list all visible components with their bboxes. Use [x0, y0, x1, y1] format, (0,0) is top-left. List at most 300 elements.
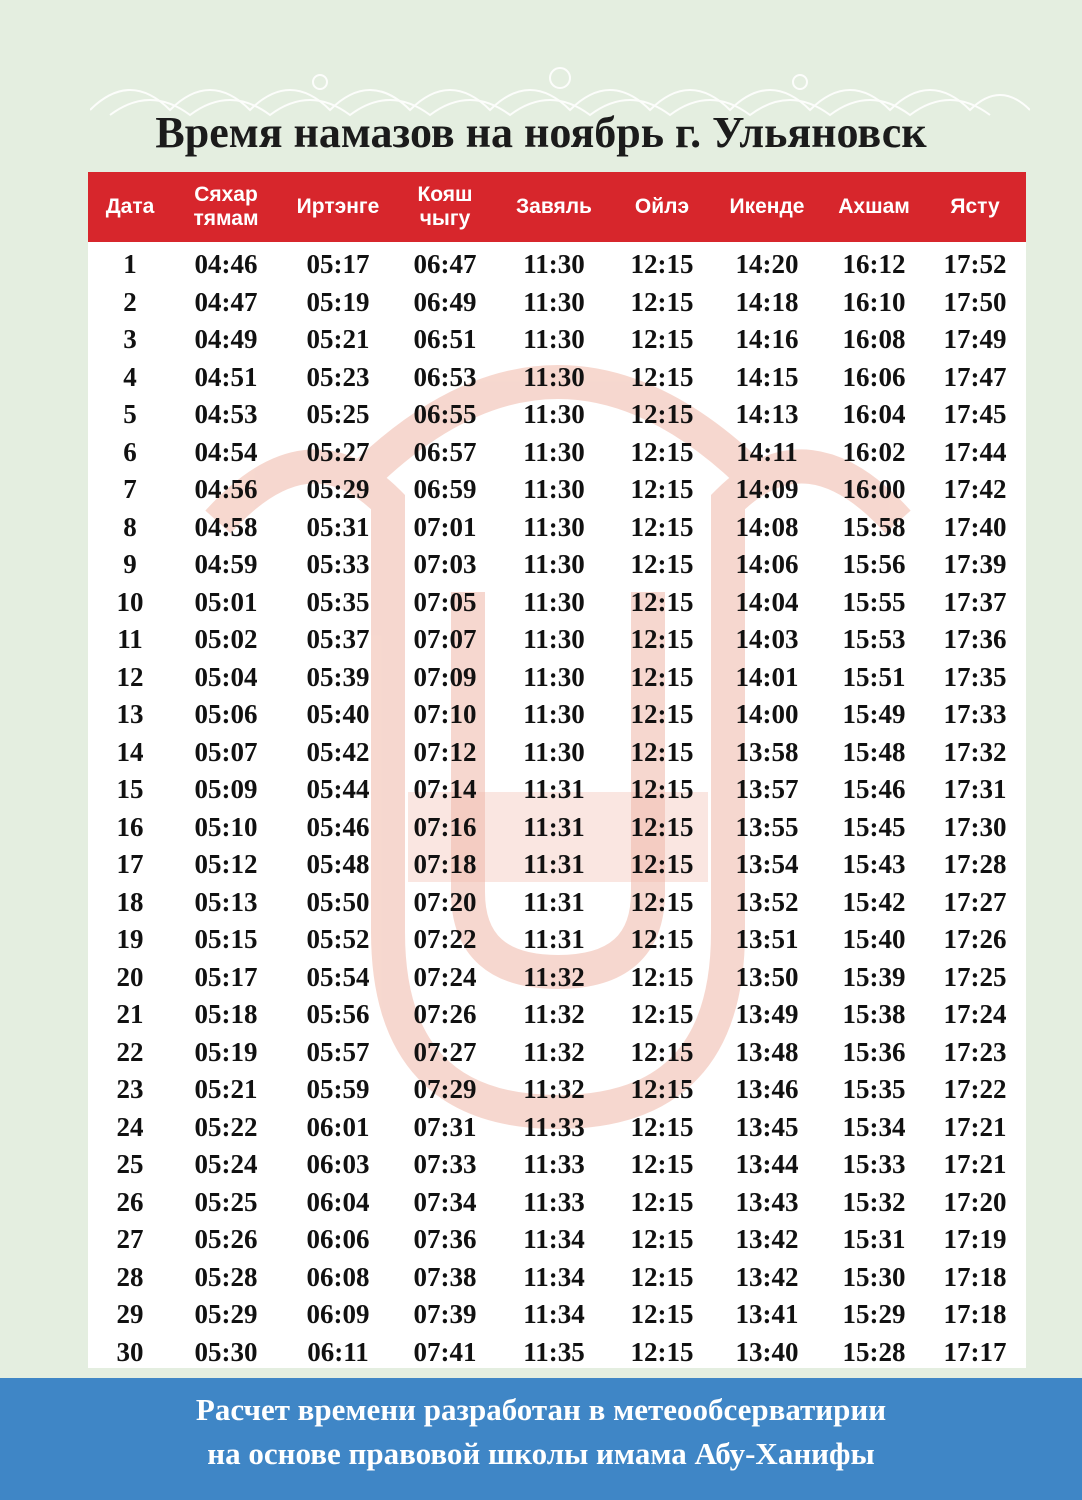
column-header-fajr: Иртэнге: [296, 195, 380, 218]
table-row: [88, 284, 1026, 322]
table-cell: 05:22: [194, 1111, 258, 1142]
table-cell: 3: [123, 324, 137, 355]
table-row: [88, 1071, 1026, 1109]
table-cell: 07:41: [413, 1336, 477, 1367]
table-cell: 07:03: [413, 549, 477, 580]
table-cell: 15:49: [842, 699, 906, 730]
table-cell: 14:06: [735, 549, 799, 580]
table-row: [88, 509, 1026, 547]
column-header-sunrise: Кояш чыгу: [417, 183, 473, 230]
table-cell: 06:06: [306, 1224, 370, 1255]
table-cell: 11:30: [523, 361, 585, 392]
table-cell: 11:33: [523, 1186, 585, 1217]
table-cell: 16:06: [842, 361, 906, 392]
table-cell: 16:10: [842, 286, 906, 317]
footer-line-1: Расчет времени разработан в метеообсерватирии: [195, 1392, 887, 1427]
table-cell: 15:39: [842, 961, 906, 992]
table-cell: 12:15: [630, 249, 694, 280]
table-cell: 17:52: [943, 249, 1007, 280]
table-cell: 12:15: [630, 511, 694, 542]
table-cell: 12:15: [630, 736, 694, 767]
table-cell: 14:08: [735, 511, 799, 542]
table-cell: 05:06: [194, 699, 258, 730]
table-row: [88, 959, 1026, 997]
table-cell: 15:45: [842, 811, 906, 842]
table-cell: 17:28: [943, 849, 1007, 880]
table-cell: 17:32: [943, 736, 1007, 767]
table-cell: 14:00: [735, 699, 799, 730]
table-cell: 29: [116, 1299, 144, 1330]
table-cell: 22: [116, 1036, 144, 1067]
table-row: [88, 734, 1026, 772]
table-cell: 17:19: [943, 1224, 1007, 1255]
table-cell: 13: [116, 699, 144, 730]
table-cell: 14:16: [735, 324, 799, 355]
table-cell: 07:39: [413, 1299, 477, 1330]
table-cell: 04:58: [194, 511, 258, 542]
table-cell: 05:02: [194, 624, 258, 655]
table-cell: 14:01: [735, 661, 799, 692]
table-cell: 17:30: [943, 811, 1007, 842]
table-cell: 05:57: [306, 1036, 370, 1067]
table-cell: 04:46: [194, 249, 258, 280]
table-cell: 15:34: [842, 1111, 906, 1142]
table-cell: 07:09: [413, 661, 477, 692]
table-cell: 04:47: [194, 286, 258, 317]
column-header-asr: Икенде: [729, 195, 805, 218]
table-cell: 15: [116, 774, 144, 805]
table-cell: 15:32: [842, 1186, 906, 1217]
table-row: [88, 1109, 1026, 1147]
table-row: [88, 1259, 1026, 1297]
footer-note: [0, 1378, 1082, 1500]
table-cell: 13:41: [735, 1299, 799, 1330]
table-cell: 05:52: [306, 924, 370, 955]
table-cell: 05:19: [306, 286, 370, 317]
table-cell: 07:29: [413, 1074, 477, 1105]
table-cell: 16:02: [842, 436, 906, 467]
table-cell: 06:01: [306, 1111, 370, 1142]
table-cell: 05:07: [194, 736, 258, 767]
table-cell: 11:30: [523, 586, 585, 617]
table-cell: 07:05: [413, 586, 477, 617]
table-cell: 15:48: [842, 736, 906, 767]
table-cell: 06:04: [306, 1186, 370, 1217]
table-cell: 12:15: [630, 849, 694, 880]
table-cell: 11:30: [523, 249, 585, 280]
table-row: [88, 996, 1026, 1034]
table-cell: 7: [123, 474, 137, 505]
table-cell: 12:15: [630, 1186, 694, 1217]
table-cell: 12:15: [630, 774, 694, 805]
table-cell: 5: [123, 399, 137, 430]
table-cell: 16:00: [842, 474, 906, 505]
table-cell: 05:24: [194, 1149, 258, 1180]
table-row: [88, 809, 1026, 847]
table-cell: 05:56: [306, 999, 370, 1030]
table-row: [88, 434, 1026, 472]
table-row: [88, 1221, 1026, 1259]
table-cell: 11:31: [523, 924, 585, 955]
table-cell: 12:15: [630, 361, 694, 392]
table-cell: 14:20: [735, 249, 799, 280]
table-cell: 13:54: [735, 849, 799, 880]
table-cell: 17:49: [943, 324, 1007, 355]
table-cell: 15:58: [842, 511, 906, 542]
table-cell: 13:51: [735, 924, 799, 955]
table-cell: 12:15: [630, 1224, 694, 1255]
table-cell: 11:30: [523, 324, 585, 355]
table-cell: 12:15: [630, 549, 694, 580]
table-cell: 12:15: [630, 1074, 694, 1105]
column-header-suhoor: Сяхар тямам: [193, 183, 259, 230]
table-cell: 06:09: [306, 1299, 370, 1330]
table-cell: 05:30: [194, 1336, 258, 1367]
table-cell: 12:15: [630, 661, 694, 692]
table-cell: 11:32: [523, 1036, 585, 1067]
table-cell: 13:58: [735, 736, 799, 767]
table-cell: 11:30: [523, 286, 585, 317]
table-row: [88, 584, 1026, 622]
table-cell: 10: [116, 586, 144, 617]
table-cell: 13:57: [735, 774, 799, 805]
table-cell: 12:15: [630, 1261, 694, 1292]
table-cell: 05:23: [306, 361, 370, 392]
table-cell: 13:49: [735, 999, 799, 1030]
table-cell: 13:48: [735, 1036, 799, 1067]
table-cell: 11:30: [523, 624, 585, 655]
table-cell: 14:13: [735, 399, 799, 430]
table-cell: 05:40: [306, 699, 370, 730]
table-cell: 12:15: [630, 586, 694, 617]
table-cell: 05:29: [194, 1299, 258, 1330]
table-cell: 13:43: [735, 1186, 799, 1217]
table-row: [88, 321, 1026, 359]
table-cell: 16:04: [842, 399, 906, 430]
table-cell: 17:18: [943, 1299, 1007, 1330]
table-cell: 1: [123, 249, 137, 280]
table-header: [88, 172, 1026, 242]
table-cell: 26: [116, 1186, 144, 1217]
table-cell: 15:56: [842, 549, 906, 580]
table-cell: 06:08: [306, 1261, 370, 1292]
table-row: [88, 1034, 1026, 1072]
table-cell: 11:30: [523, 549, 585, 580]
table-cell: 07:22: [413, 924, 477, 955]
table-cell: 12:15: [630, 961, 694, 992]
table-cell: 14:09: [735, 474, 799, 505]
table-cell: 15:43: [842, 849, 906, 880]
column-header-date: Дата: [105, 195, 155, 218]
table-cell: 07:10: [413, 699, 477, 730]
column-header-zawal: Завяль: [516, 195, 592, 218]
table-cell: 12:15: [630, 699, 694, 730]
table-cell: 07:26: [413, 999, 477, 1030]
table-cell: 27: [116, 1224, 144, 1255]
table-cell: 05:35: [306, 586, 370, 617]
table-cell: 15:40: [842, 924, 906, 955]
table-cell: 17:44: [943, 436, 1007, 467]
table-cell: 07:31: [413, 1111, 477, 1142]
table-cell: 05:33: [306, 549, 370, 580]
table-cell: 05:26: [194, 1224, 258, 1255]
table-cell: 2: [123, 286, 137, 317]
table-cell: 11:31: [523, 811, 585, 842]
table-cell: 07:34: [413, 1186, 477, 1217]
table-cell: 11:35: [523, 1336, 585, 1367]
table-cell: 14:04: [735, 586, 799, 617]
table-cell: 05:19: [194, 1036, 258, 1067]
table-cell: 04:51: [194, 361, 258, 392]
column-header-maghrib: Ахшам: [838, 195, 910, 218]
table-cell: 04:54: [194, 436, 258, 467]
table-cell: 14:15: [735, 361, 799, 392]
table-cell: 19: [116, 924, 144, 955]
table-cell: 06:55: [413, 399, 477, 430]
table-cell: 12: [116, 661, 144, 692]
table-cell: 04:49: [194, 324, 258, 355]
table-cell: 17:22: [943, 1074, 1007, 1105]
table-cell: 18: [116, 886, 144, 917]
table-cell: 17:21: [943, 1149, 1007, 1180]
table-cell: 05:17: [306, 249, 370, 280]
table-cell: 17: [116, 849, 144, 880]
table-cell: 13:45: [735, 1111, 799, 1142]
table-cell: 06:51: [413, 324, 477, 355]
table-cell: 11:31: [523, 774, 585, 805]
table-cell: 05:21: [194, 1074, 258, 1105]
table-row: [88, 1184, 1026, 1222]
table-cell: 06:03: [306, 1149, 370, 1180]
table-cell: 05:09: [194, 774, 258, 805]
table-cell: 11:30: [523, 699, 585, 730]
table-cell: 8: [123, 511, 137, 542]
table-cell: 17:42: [943, 474, 1007, 505]
table-cell: 15:46: [842, 774, 906, 805]
table-cell: 11:34: [523, 1261, 585, 1292]
table-cell: 06:59: [413, 474, 477, 505]
table-cell: 07:20: [413, 886, 477, 917]
table-cell: 05:25: [306, 399, 370, 430]
table-cell: 05:17: [194, 961, 258, 992]
table-row: [88, 621, 1026, 659]
table-cell: 11:34: [523, 1299, 585, 1330]
table-cell: 17:24: [943, 999, 1007, 1030]
table-cell: 14:03: [735, 624, 799, 655]
table-cell: 20: [116, 961, 144, 992]
table-cell: 15:42: [842, 886, 906, 917]
table-cell: 11:34: [523, 1224, 585, 1255]
table-cell: 4: [123, 361, 137, 392]
table-cell: 07:38: [413, 1261, 477, 1292]
table-cell: 15:31: [842, 1224, 906, 1255]
table-cell: 05:54: [306, 961, 370, 992]
table-cell: 05:01: [194, 586, 258, 617]
table-cell: 11:31: [523, 886, 585, 917]
table-cell: 11:30: [523, 399, 585, 430]
table-cell: 05:48: [306, 849, 370, 880]
table-cell: 13:52: [735, 886, 799, 917]
table-row: [88, 696, 1026, 734]
table-cell: 07:12: [413, 736, 477, 767]
table-cell: 05:50: [306, 886, 370, 917]
table-cell: 12:15: [630, 999, 694, 1030]
table-cell: 06:47: [413, 249, 477, 280]
table-cell: 11:32: [523, 961, 585, 992]
table-row: [88, 1334, 1026, 1372]
table-cell: 17:39: [943, 549, 1007, 580]
table-cell: 12:15: [630, 811, 694, 842]
table-row: [88, 1296, 1026, 1334]
table-cell: 14:11: [736, 436, 798, 467]
table-cell: 07:36: [413, 1224, 477, 1255]
table-row: [88, 396, 1026, 434]
table-cell: 05:25: [194, 1186, 258, 1217]
table-cell: 12:15: [630, 474, 694, 505]
table-cell: 17:17: [943, 1336, 1007, 1367]
table-cell: 12:15: [630, 1036, 694, 1067]
table-cell: 16:08: [842, 324, 906, 355]
table-cell: 17:21: [943, 1111, 1007, 1142]
table-cell: 06:53: [413, 361, 477, 392]
table-cell: 11:30: [523, 736, 585, 767]
table-body: [88, 246, 1026, 1371]
table-cell: 06:49: [413, 286, 477, 317]
table-cell: 15:36: [842, 1036, 906, 1067]
table-row: [88, 246, 1026, 284]
table-cell: 12:15: [630, 1336, 694, 1367]
table-cell: 05:42: [306, 736, 370, 767]
table-cell: 13:46: [735, 1074, 799, 1105]
table-row: [88, 846, 1026, 884]
table-cell: 06:57: [413, 436, 477, 467]
table-row: [88, 659, 1026, 697]
table-cell: 05:28: [194, 1261, 258, 1292]
table-cell: 15:28: [842, 1336, 906, 1367]
table-cell: 17:45: [943, 399, 1007, 430]
table-cell: 17:40: [943, 511, 1007, 542]
table-cell: 17:37: [943, 586, 1007, 617]
table-cell: 15:33: [842, 1149, 906, 1180]
table-cell: 17:47: [943, 361, 1007, 392]
table-cell: 9: [123, 549, 137, 580]
table-cell: 28: [116, 1261, 144, 1292]
table-cell: 13:40: [735, 1336, 799, 1367]
table-cell: 05:59: [306, 1074, 370, 1105]
table-cell: 05:15: [194, 924, 258, 955]
table-cell: 13:42: [735, 1261, 799, 1292]
prayer-times-table: [88, 172, 1026, 1368]
table-cell: 17:35: [943, 661, 1007, 692]
table-cell: 11:30: [523, 436, 585, 467]
table-cell: 21: [116, 999, 144, 1030]
table-cell: 05:13: [194, 886, 258, 917]
table-cell: 07:24: [413, 961, 477, 992]
table-cell: 05:29: [306, 474, 370, 505]
table-cell: 12:15: [630, 324, 694, 355]
table-cell: 05:46: [306, 811, 370, 842]
table-cell: 05:18: [194, 999, 258, 1030]
table-cell: 11:30: [523, 661, 585, 692]
table-cell: 13:44: [735, 1149, 799, 1180]
table-cell: 12:15: [630, 286, 694, 317]
footer-line-2: на основе правовой школы имама Абу-Ханифы: [207, 1436, 875, 1471]
table-cell: 07:07: [413, 624, 477, 655]
table-cell: 13:55: [735, 811, 799, 842]
table-cell: 12:15: [630, 1149, 694, 1180]
table-cell: 12:15: [630, 399, 694, 430]
table-cell: 15:51: [842, 661, 906, 692]
table-cell: 23: [116, 1074, 144, 1105]
table-cell: 04:56: [194, 474, 258, 505]
table-cell: 16: [116, 811, 144, 842]
table-cell: 14: [116, 736, 144, 767]
table-cell: 11:32: [523, 1074, 585, 1105]
table-cell: 16:12: [842, 249, 906, 280]
table-cell: 07:33: [413, 1149, 477, 1180]
table-cell: 07:01: [413, 511, 477, 542]
table-cell: 11:33: [523, 1149, 585, 1180]
table-cell: 12:15: [630, 886, 694, 917]
column-header-dhuhr: Ойлэ: [634, 195, 690, 218]
table-cell: 11:30: [523, 474, 585, 505]
page-title: Время намазов на ноябрь г. Ульяновск: [155, 108, 927, 157]
table-cell: 24: [116, 1111, 144, 1142]
table-cell: 17:26: [943, 924, 1007, 955]
table-cell: 13:42: [735, 1224, 799, 1255]
table-cell: 11:30: [523, 511, 585, 542]
table-cell: 06:11: [307, 1336, 369, 1367]
table-cell: 14:18: [735, 286, 799, 317]
table-cell: 04:59: [194, 549, 258, 580]
table-cell: 05:27: [306, 436, 370, 467]
table-cell: 11:33: [523, 1111, 585, 1142]
table-cell: 07:18: [413, 849, 477, 880]
table-cell: 6: [123, 436, 137, 467]
table-cell: 11: [117, 624, 143, 655]
table-cell: 17:31: [943, 774, 1007, 805]
table-cell: 11:31: [523, 849, 585, 880]
table-cell: 17:33: [943, 699, 1007, 730]
table-cell: 07:16: [413, 811, 477, 842]
table-cell: 05:44: [306, 774, 370, 805]
table-cell: 17:23: [943, 1036, 1007, 1067]
table-cell: 13:50: [735, 961, 799, 992]
table-cell: 05:21: [306, 324, 370, 355]
table-cell: 15:55: [842, 586, 906, 617]
table-cell: 17:25: [943, 961, 1007, 992]
table-cell: 17:50: [943, 286, 1007, 317]
table-row: [88, 359, 1026, 397]
table-cell: 12:15: [630, 924, 694, 955]
table-cell: 05:39: [306, 661, 370, 692]
table-cell: 04:53: [194, 399, 258, 430]
table-cell: 15:30: [842, 1261, 906, 1292]
table-cell: 07:14: [413, 774, 477, 805]
table-cell: 17:18: [943, 1261, 1007, 1292]
table-cell: 17:27: [943, 886, 1007, 917]
table-cell: 05:31: [306, 511, 370, 542]
table-cell: 05:04: [194, 661, 258, 692]
table-cell: 17:20: [943, 1186, 1007, 1217]
table-cell: 12:15: [630, 624, 694, 655]
table-row: [88, 546, 1026, 584]
column-header-isha: Ясту: [950, 195, 1000, 218]
table-cell: 15:35: [842, 1074, 906, 1105]
table-cell: 05:12: [194, 849, 258, 880]
table-cell: 30: [116, 1336, 144, 1367]
table-row: [88, 1146, 1026, 1184]
